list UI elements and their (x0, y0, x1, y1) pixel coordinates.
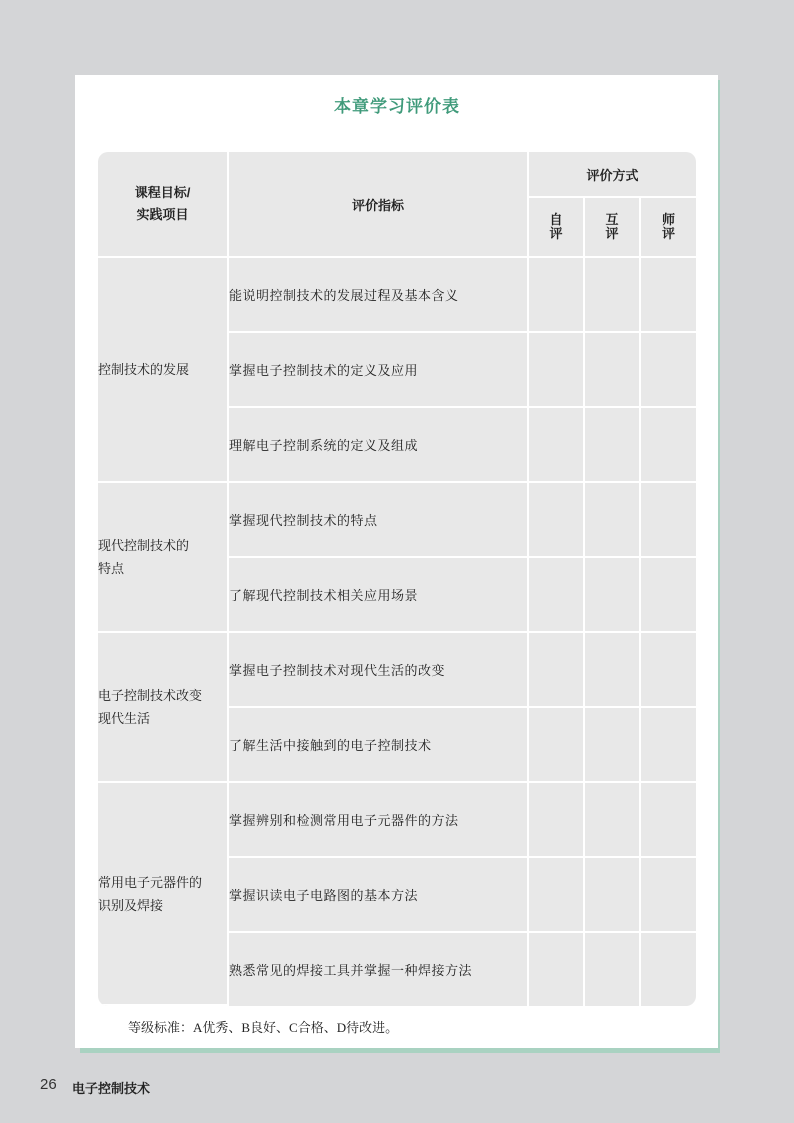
peer-score-cell[interactable] (585, 633, 641, 708)
header-goal (98, 152, 229, 258)
goal-text: 常用电子元器件的 识别及焊接 (98, 874, 203, 913)
teacher-score-cell[interactable] (641, 708, 696, 783)
book-title: 电子控制技术 (72, 1081, 151, 1096)
header-self-text: 自评 (549, 212, 563, 241)
self-score-cell[interactable] (529, 633, 585, 708)
peer-score-cell[interactable] (585, 783, 641, 858)
page-number: 26 (40, 1076, 57, 1093)
indicator-cell: 熟悉常见的焊接工具并掌握一种焊接方法 (229, 933, 529, 1006)
peer-score-cell[interactable] (585, 333, 641, 408)
self-score-cell[interactable] (529, 258, 585, 333)
teacher-score-cell[interactable] (641, 258, 696, 333)
self-score-cell[interactable] (529, 558, 585, 633)
teacher-score-cell[interactable] (641, 933, 696, 1006)
indicator-cell: 掌握电子控制技术对现代生活的改变 (229, 633, 529, 708)
indicator-cell: 理解电子控制系统的定义及组成 (229, 408, 529, 483)
teacher-score-cell[interactable] (641, 633, 696, 708)
goal-text: 控制技术的发展 (98, 362, 190, 377)
table-row (98, 633, 696, 708)
teacher-score-cell[interactable] (641, 858, 696, 933)
self-score-cell[interactable] (529, 408, 585, 483)
self-score-cell[interactable] (529, 708, 585, 783)
peer-score-cell[interactable] (585, 708, 641, 783)
indicator-cell: 掌握电子控制技术的定义及应用 (229, 333, 529, 408)
header-method: 评价方式 (529, 152, 696, 198)
evaluation-table (98, 152, 696, 1006)
header-indicator: 评价指标 (229, 152, 529, 258)
peer-score-cell[interactable] (585, 558, 641, 633)
self-score-cell[interactable] (529, 333, 585, 408)
indicator-cell: 掌握辨别和检测常用电子元器件的方法 (229, 783, 529, 858)
self-score-cell[interactable] (529, 783, 585, 858)
goal-text: 现代控制技术的 特点 (98, 538, 190, 576)
indicator-cell: 了解现代控制技术相关应用场景 (229, 558, 529, 633)
table-row (98, 483, 696, 558)
teacher-score-cell[interactable] (641, 783, 696, 858)
teacher-score-cell[interactable] (641, 408, 696, 483)
page-title: 本章学习评价表 (334, 97, 460, 116)
self-score-cell[interactable] (529, 858, 585, 933)
header-peer-text: 互评 (605, 212, 619, 241)
indicator-cell: 能说明控制技术的发展过程及基本含义 (229, 258, 529, 333)
goal-text: 电子控制技术改变 现代生活 (98, 688, 203, 726)
header-teacher-text: 师评 (662, 212, 676, 241)
peer-score-cell[interactable] (585, 483, 641, 558)
header-peer (585, 198, 641, 258)
teacher-score-cell[interactable] (641, 483, 696, 558)
indicator-cell: 掌握现代控制技术的特点 (229, 483, 529, 558)
goal-cell (98, 783, 229, 1006)
table-row (98, 258, 696, 333)
goal-cell (98, 633, 229, 783)
indicator-cell: 掌握识读电子电路图的基本方法 (229, 858, 529, 933)
header-teacher (641, 198, 696, 258)
header-goal-text: 课程目标/ 实践项目 (134, 185, 191, 222)
goal-cell (98, 483, 229, 633)
self-score-cell[interactable] (529, 933, 585, 1006)
peer-score-cell[interactable] (585, 933, 641, 1006)
table-row (98, 783, 696, 858)
grading-standard-note: 等级标准：A优秀、B良好、C合格、D待改进。 (128, 1020, 399, 1035)
peer-score-cell[interactable] (585, 858, 641, 933)
teacher-score-cell[interactable] (641, 558, 696, 633)
peer-score-cell[interactable] (585, 258, 641, 333)
peer-score-cell[interactable] (585, 408, 641, 483)
goal-cell (98, 258, 229, 483)
indicator-cell: 了解生活中接触到的电子控制技术 (229, 708, 529, 783)
teacher-score-cell[interactable] (641, 333, 696, 408)
self-score-cell[interactable] (529, 483, 585, 558)
header-self (529, 198, 585, 258)
